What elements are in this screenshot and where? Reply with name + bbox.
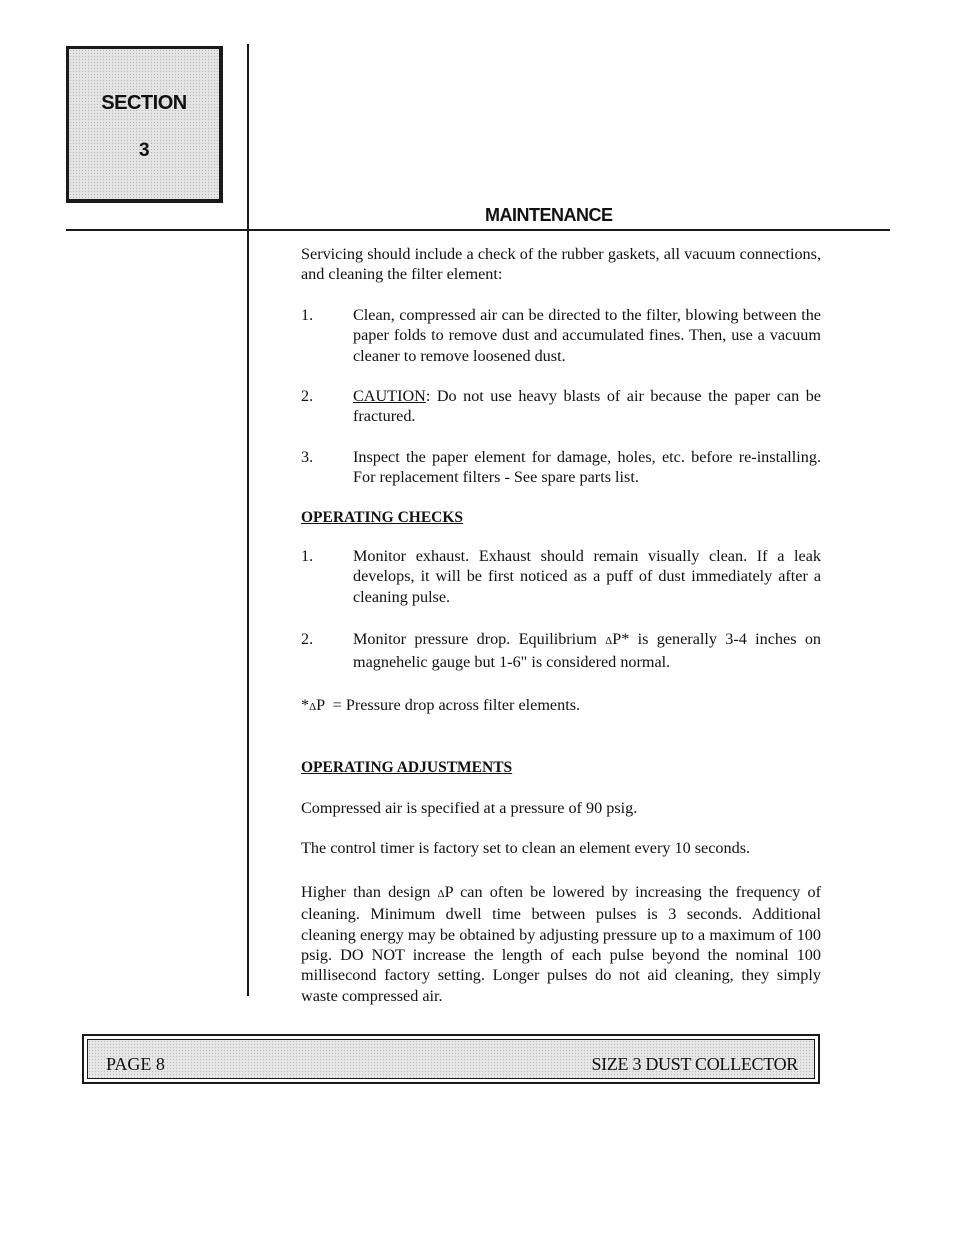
delta-symbol: Δ [605,635,613,648]
adjustments-paragraph: The control timer is factory set to clean an element every 10 seconds. [301,839,751,858]
caution-label: CAUTION [353,387,426,406]
adjustments-paragraph: Higher than design ΔP can often be lowered by increasing the frequency of cleaning. Minimum dwell time between pulses is 3 seconds. Additional cleaning energy may be obtained by adjusting pressure up to a maximum of 100 psig. DO NOT increase the length of each pulse beyond the nominal 100 millisecond factory setting. Longer pulses do not aid cleaning, they simply waste compressed air. [301,882,822,1005]
delta-p-note: *ΔP = Pressure drop across filter elements. [301,696,581,715]
vertical-divider [247,44,249,996]
page-footer [82,1034,820,1084]
footer-band [87,1039,815,1079]
section-box [66,46,223,203]
delta-symbol: Δ [437,887,445,900]
document-title: SIZE 3 DUST COLLECTOR [591,1054,798,1074]
main-content [301,244,821,1006]
list-item: 1. Monitor exhaust. Exhaust should remain visually clean. If a leak develops, it will be first noticed as a puff of dust immediately after a cleaning pulse. [301,547,821,606]
list-item: 2. Monitor pressure drop. Equilibrium ΔP* is generally 3-4 inches on magnehelic gauge but 1-6" is considered normal. [301,630,822,671]
page-title: MAINTENANCE [485,205,613,225]
page-number: PAGE 8 [106,1054,165,1074]
list-item: 3. Inspect the paper element for damage, holes, etc. before re-installing. For replacement filters - See spare parts list. [301,447,821,487]
operating-adjustments-heading: OPERATING ADJUSTMENTS [301,758,513,776]
section-number: 3 [138,140,150,161]
adjustments-paragraph: Compressed air is specified at a pressure of 90 psig. [301,798,638,817]
operating-checks-heading: OPERATING CHECKS [301,508,464,526]
horizontal-divider [66,229,890,231]
delta-symbol: Δ [309,701,317,714]
list-item: 2. CAUTION: Do not use heavy blasts of air because the paper can be fractured. [301,387,821,426]
section-label: SECTION [101,92,187,114]
list-item: 1. Clean, compressed air can be directed to the filter, blowing between the paper folds to remove dust and accumulated fines. Then, use a vacuum cleaner to remove loosened dust. [301,305,821,365]
intro-paragraph: Servicing should include a check of the rubber gaskets, all vacuum connections, and cleaning the filter element: [301,245,821,284]
